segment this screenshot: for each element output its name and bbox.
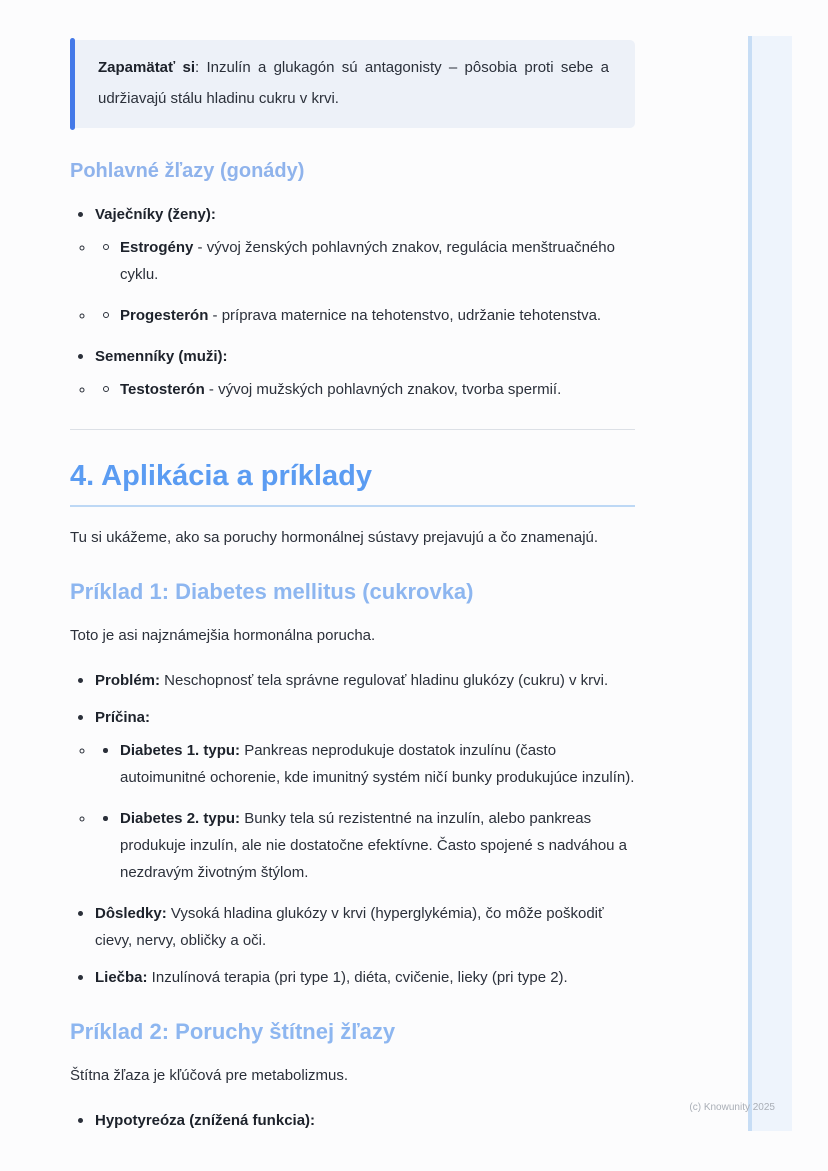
list-item-text: - príprava maternice na tehotenstvo, udržanie tehotenstva. (208, 307, 602, 324)
thyroid-list (70, 1107, 635, 1134)
list-item (95, 302, 635, 329)
list-item (70, 667, 635, 694)
remember-callout (70, 40, 635, 128)
list-item-text: - vývoj ženských pohlavných znakov, regulácia menštruačného cyklu. (120, 239, 615, 283)
list-item (70, 343, 635, 403)
section-divider (70, 429, 635, 430)
testes-sublist (95, 376, 635, 403)
diabetes-types-sublist (95, 737, 635, 886)
list-item-lead: Príčina: (95, 709, 151, 726)
list-item (95, 234, 635, 288)
list-item-lead: Problém: (95, 672, 161, 689)
bullet-icon (103, 816, 108, 821)
circle-bullet-icon (103, 244, 109, 250)
list-item-lead: Vaječníky (ženy): (95, 206, 216, 223)
list-item (70, 900, 635, 954)
list-item-text: Pankreas neprodukuje dostatok inzulínu (často autoimunitné ochorenie, kde imunitný systém ničí bunky produkujúce inzulín). (120, 742, 635, 786)
bullet-icon (78, 1118, 83, 1123)
list-item (70, 964, 635, 991)
bullet-icon (78, 715, 83, 720)
list-item-lead: Testosterón (120, 381, 205, 398)
list-item (95, 376, 635, 403)
example-1-heading: Príklad 1: Diabetes mellitus (cukrovka) (70, 579, 474, 604)
list-item-lead: Liečba: (95, 969, 148, 986)
gonads-heading: Pohlavné žľazy (gonády) (70, 160, 305, 182)
list-item-lead: Estrogény (120, 239, 194, 256)
list-item-lead: Diabetes 1. typu: (120, 742, 241, 759)
bullet-icon (78, 975, 83, 980)
example-2-heading: Príklad 2: Poruchy štítnej žľazy (70, 1019, 396, 1044)
ovaries-sublist (95, 234, 635, 329)
list-item-lead: Semenníky (muži): (95, 348, 228, 365)
list-item (95, 737, 635, 791)
section-4-heading: 4. Aplikácia a príklady (70, 460, 635, 507)
diabetes-list (70, 667, 635, 991)
list-item (70, 1107, 635, 1134)
list-item-text: - vývoj mužských pohlavných znakov, tvorba spermií. (204, 381, 562, 398)
list-item-lead: Progesterón (120, 307, 209, 324)
bullet-icon (103, 748, 108, 753)
circle-bullet-icon (103, 386, 109, 392)
list-item (95, 805, 635, 886)
watermark: (c) Knowunity 2025 (689, 1102, 775, 1113)
callout-lead: Zapamätať si (98, 59, 196, 76)
example-1-intro: Toto je asi najznámejšia hormonálna porucha. (70, 627, 376, 644)
list-item-text: Neschopnosť tela správne regulovať hladinu glukózy (cukru) v krvi. (160, 672, 609, 689)
list-item-text: Inzulínová terapia (pri type 1), diéta, cvičenie, lieky (pri type 2). (147, 969, 568, 986)
list-item-lead: Diabetes 2. typu: (120, 810, 241, 827)
list-item-lead: Dôsledky: (95, 905, 167, 922)
example-2-intro: Štítna žľaza je kľúčová pre metabolizmus. (70, 1067, 349, 1084)
list-item (70, 704, 635, 886)
circle-bullet-icon (103, 312, 109, 318)
list-item-text: Bunky tela sú rezistentné na inzulín, alebo pankreas produkuje inzulín, ale nie dostatočne efektívne. Často spojené s nadváhou a nezdravým životným štýlom. (120, 810, 628, 881)
gonads-list (70, 201, 635, 403)
document-content (70, 0, 635, 1134)
bullet-icon (78, 354, 83, 359)
list-item-text: Vysoká hladina glukózy v krvi (hyperglykémia), čo môže poškodiť cievy, nervy, obličky a oči. (95, 905, 604, 949)
scrollbar-track[interactable] (748, 36, 792, 1131)
bullet-icon (78, 212, 83, 217)
callout-body: : Inzulín a glukagón sú antagonisty – pôsobia proti sebe a udržiavajú stálu hladinu cukru v krvi. (98, 59, 610, 107)
callout-text (98, 52, 609, 114)
bullet-icon (78, 678, 83, 683)
list-item-lead: Hypotyreóza (znížená funkcia): (95, 1112, 316, 1129)
list-item (70, 201, 635, 329)
callout-accent-bar (70, 38, 75, 130)
bullet-icon (78, 911, 83, 916)
section-4-intro: Tu si ukážeme, ako sa poruchy hormonálnej sústavy prejavujú a čo znamenajú. (70, 529, 599, 546)
